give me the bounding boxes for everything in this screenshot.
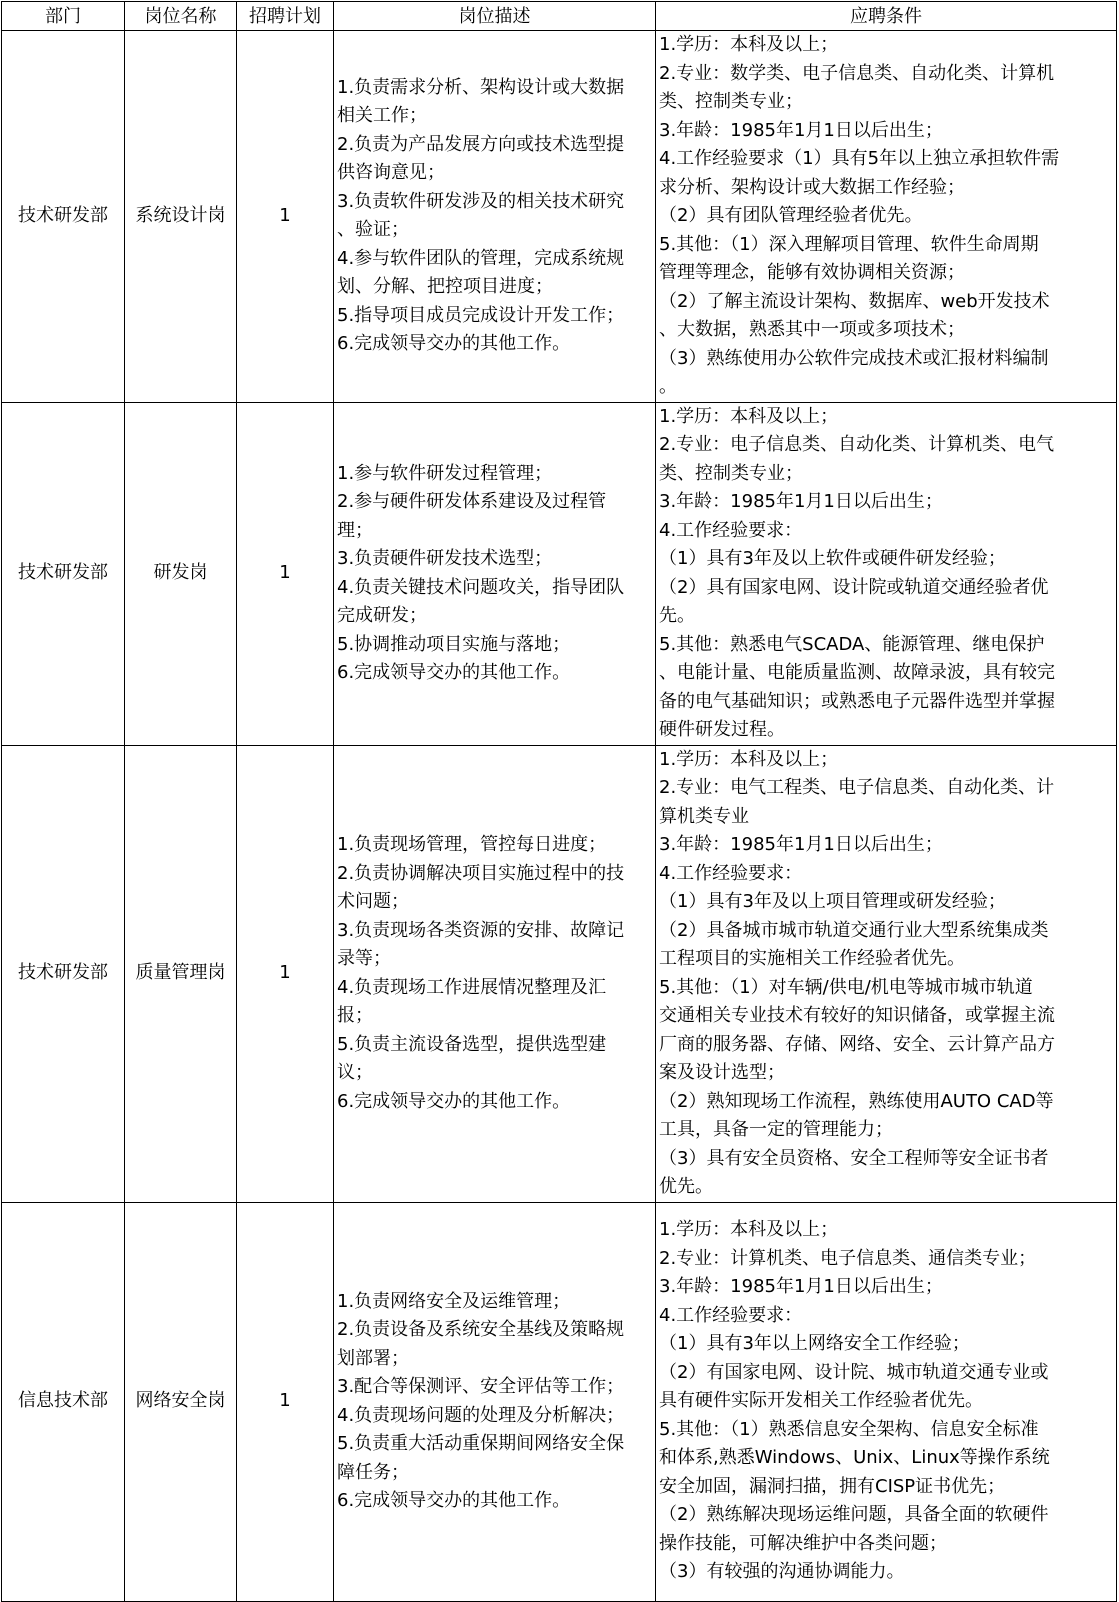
position-cell: 研发岗 (125, 402, 237, 745)
desc-line: 划部署； (337, 1347, 409, 1369)
req-line: （1）具有3年以上网络安全工作经验； (659, 1333, 970, 1355)
req-line: 5.其他：（1）熟悉信息安全架构、信息安全标准 (659, 1418, 1039, 1440)
table-row (2, 1202, 1117, 1601)
req-line: 2.专业：数学类、电子信息类、自动化类、计算机 (659, 62, 1055, 84)
req-line: 交通相关专业技术有较好的知识储备，或掌握主流 (659, 1005, 1055, 1026)
req-line: 4.工作经验要求（1）具有5年以上独立承担软件需 (659, 148, 1060, 169)
req-line: （3）有较强的沟通协调能力。 (659, 1561, 905, 1583)
req-line: 硬件研发过程。 (659, 719, 785, 740)
req-line: （2）熟知现场工作流程，熟练使用AUTO CAD等 (659, 1090, 1054, 1112)
desc-line: 2.参与硬件研发体系建设及过程管 (337, 491, 607, 512)
plan-cell: 1 (237, 745, 334, 1202)
position-cell: 质量管理岗 (125, 745, 237, 1202)
desc-line: 3.配合等保测评、安全评估等工作； (337, 1376, 625, 1397)
req-line: 先。 (659, 605, 695, 626)
req-line: 1.学历：本科及以上； (659, 748, 839, 770)
header-plan: 招聘计划 (237, 2, 334, 31)
req-line: （2）具有团队管理经验者优先。 (659, 205, 923, 226)
header-row (2, 2, 1117, 31)
desc-line: 3.负责硬件研发技术选型； (337, 548, 553, 569)
req-line: 4.工作经验要求： (659, 862, 803, 884)
req-line: 算机类专业 (659, 805, 749, 827)
desc-line: 2.负责设备及系统安全基线及策略规 (337, 1319, 625, 1340)
recruitment-table (1, 1, 1117, 1602)
desc-line: 1.负责需求分析、架构设计或大数据 (337, 76, 625, 98)
dept-cell: 技术研发部 (2, 31, 125, 403)
req-line: 5.其他：（1）深入理解项目管理、软件生命周期 (659, 233, 1039, 255)
header-dept: 部门 (2, 2, 125, 31)
req-line: 3.年龄：1985年1月1日以后出生； (659, 119, 943, 141)
req-line: （2）了解主流设计架构、数据库、web开发技术 (659, 290, 1050, 312)
req-line: 1.学历：本科及以上； (659, 405, 839, 427)
req-line: 类、控制类专业； (659, 462, 803, 484)
req-line: 备的电气基础知识；或熟悉电子元器件选型并掌握 (659, 690, 1055, 712)
req-line: 优先。 (659, 1176, 713, 1197)
desc-cell (334, 31, 656, 403)
desc-line: 5.协调推动项目实施与落地； (337, 633, 571, 655)
req-line: 类、控制类专业； (659, 91, 803, 112)
desc-line: 4.负责现场工作进展情况整理及汇 (337, 976, 607, 998)
req-line: （2）有国家电网、设计院、城市轨道交通专业或 (659, 1361, 1049, 1383)
req-line: 和体系,熟悉Windows、Unix、Linux等操作系统 (659, 1447, 1050, 1469)
desc-line: 1.负责网络安全及运维管理； (337, 1290, 571, 1312)
desc-line: 4.负责关键技术问题攻关，指导团队 (337, 576, 625, 598)
req-line: 2.专业：电子信息类、自动化类、计算机类、电气 (659, 434, 1055, 455)
req-line: 操作技能，可解决维护中各类问题； (659, 1532, 947, 1554)
req-line: 安全加固，漏洞扫描，拥有CISP证书优先； (659, 1475, 1006, 1497)
desc-line: 6.完成领导交办的其他工作。 (337, 1490, 571, 1511)
desc-line: 3.负责现场各类资源的安排、故障记 (337, 919, 625, 941)
req-cell (656, 402, 1117, 745)
dept-cell: 技术研发部 (2, 402, 125, 745)
req-line: 具有硬件实际开发相关工作经验者优先。 (659, 1390, 983, 1412)
dept-cell: 信息技术部 (2, 1202, 125, 1601)
desc-line: 6.完成领导交办的其他工作。 (337, 662, 571, 683)
table-row (2, 402, 1117, 745)
position-cell: 系统设计岗 (125, 31, 237, 403)
req-line: （2）具有国家电网、设计院或轨道交通经验者优 (659, 576, 1049, 598)
plan-cell: 1 (237, 1202, 334, 1601)
desc-line: 议； (337, 1062, 373, 1083)
desc-line: 1.参与软件研发过程管理； (337, 462, 553, 484)
desc-line: 1.负责现场管理，管控每日进度； (337, 834, 607, 855)
req-line: 3.年龄：1985年1月1日以后出生； (659, 1276, 943, 1298)
desc-cell (334, 1202, 656, 1601)
desc-line: 4.参与软件团队的管理，完成系统规 (337, 247, 625, 269)
desc-cell (334, 402, 656, 745)
dept-cell: 技术研发部 (2, 745, 125, 1202)
req-line: 4.工作经验要求： (659, 519, 803, 541)
header-req: 应聘条件 (656, 2, 1117, 31)
req-cell (656, 745, 1117, 1202)
req-line: （1）具有3年及以上项目管理或研发经验； (659, 891, 1006, 912)
req-line: 管理等理念，能够有效协调相关资源； (659, 262, 965, 283)
desc-line: 5.指导项目成员完成设计开发工作； (337, 304, 625, 326)
desc-line: 供咨询意见； (337, 162, 445, 184)
req-line: （2）具备城市城市轨道交通行业大型系统集成类 (659, 919, 1049, 941)
req-cell (656, 1202, 1117, 1601)
desc-line: 5.负责重大活动重保期间网络安全保 (337, 1433, 625, 1454)
req-line: （2）熟练解决现场运维问题，具备全面的软硬件 (659, 1504, 1049, 1526)
req-line: 案及设计选型； (659, 1062, 785, 1083)
desc-line: 2.负责协调解决项目实施过程中的技 (337, 862, 625, 884)
req-line: 厂商的服务器、存储、网络、安全、云计算产品方 (659, 1033, 1055, 1055)
req-line: 3.年龄：1985年1月1日以后出生； (659, 491, 943, 512)
desc-line: 划、分解、把控项目进度； (337, 276, 553, 298)
header-desc: 岗位描述 (334, 2, 656, 31)
req-line: 2.专业：计算机类、电子信息类、通信类专业； (659, 1247, 1037, 1269)
position-cell: 网络安全岗 (125, 1202, 237, 1601)
req-line: 3.年龄：1985年1月1日以后出生； (659, 834, 943, 855)
req-line: 1.学历：本科及以上； (659, 1219, 839, 1241)
req-line: 求分析、架构设计或大数据工作经验； (659, 176, 965, 198)
req-line: 5.其他：（1）对车辆/供电/机电等城市城市轨道 (659, 976, 1033, 998)
req-line: 。 (659, 376, 677, 397)
desc-line: 障任务； (337, 1461, 409, 1483)
desc-line: 6.完成领导交办的其他工作。 (337, 1090, 571, 1112)
req-line: （3）熟练使用办公软件完成技术或汇报材料编制 (659, 347, 1049, 369)
plan-cell: 1 (237, 31, 334, 403)
desc-line: 录等； (337, 948, 391, 969)
header-position: 岗位名称 (125, 2, 237, 31)
req-line: 工具，具备一定的管理能力； (659, 1119, 893, 1140)
desc-line: 2.负责为产品发展方向或技术选型提 (337, 133, 625, 155)
table-row (2, 745, 1117, 1202)
req-line: （3）具有安全员资格、安全工程师等安全证书者 (659, 1147, 1049, 1169)
req-line: 5.其他：熟悉电气SCADA、能源管理、继电保护 (659, 633, 1045, 655)
desc-line: 术问题； (337, 891, 409, 912)
desc-line: 5.负责主流设备选型，提供选型建 (337, 1033, 607, 1055)
req-line: 、大数据，熟悉其中一项或多项技术； (659, 319, 965, 340)
req-cell (656, 31, 1117, 403)
desc-line: 、验证； (337, 219, 409, 241)
desc-line: 相关工作； (337, 105, 427, 127)
desc-line: 理； (337, 519, 373, 541)
req-line: 工程项目的实施相关工作经验者优先。 (659, 948, 965, 969)
req-line: 、电能计量、电能质量监测、故障录波，具有较完 (659, 662, 1055, 683)
table-row (2, 31, 1117, 403)
desc-line: 6.完成领导交办的其他工作。 (337, 333, 571, 355)
req-line: （1）具有3年及以上软件或硬件研发经验； (659, 548, 1006, 569)
desc-line: 3.负责软件研发涉及的相关技术研究 (337, 190, 625, 212)
desc-line: 完成研发； (337, 605, 427, 626)
req-line: 4.工作经验要求： (659, 1304, 803, 1326)
desc-line: 报； (337, 1005, 373, 1026)
plan-cell: 1 (237, 402, 334, 745)
req-line: 1.学历：本科及以上； (659, 34, 839, 55)
desc-cell (334, 745, 656, 1202)
desc-line: 4.负责现场问题的处理及分析解决； (337, 1404, 625, 1426)
req-line: 2.专业：电气工程类、电子信息类、自动化类、计 (659, 777, 1055, 798)
